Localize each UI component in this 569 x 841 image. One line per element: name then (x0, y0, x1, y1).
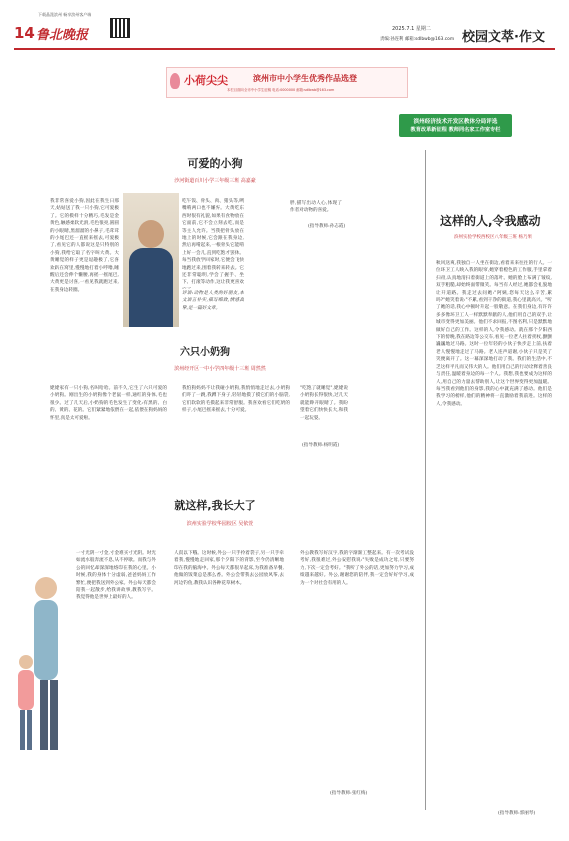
masthead-logo: 鲁北晚报 (36, 28, 89, 43)
sponsor-line-2: 教育改革新征程 教师同名家工作室专栏 (410, 127, 501, 133)
article-byline: 滨州经开区一中小学四年级十三班 周然然 (174, 366, 266, 372)
article-body: 一寸光阴一寸金,寸金难买寸光阴。时光如流水般奔流不息,从不停歇。而我与外公的回忆却深深地烙印在我的心里。小时候,我的身体十分虚弱,爸爸妈妈工作繁忙,便把我送到外公家。外公每天都会陪我一起散步,给我讲故事,教我写字。我觉得他是世界上最好的人。 (76, 551, 156, 601)
article-body: 我怕狗妈妈不让我碰小奶狗,我悄悄地走过去,小奶狗们吓了一跳,我蹲下身子,轻轻地摸了摸它们的小脑袋,它们软软的毛摸起来非常舒服。我喜欢看它们吃奶的样子,小尾巴摇来摇去,十分可爱。 (182, 386, 290, 414)
qr-code-icon[interactable] (110, 18, 130, 38)
banner-tag: 小荷尖尖 (184, 74, 228, 87)
page-header (0, 0, 569, 62)
student-photo (123, 193, 179, 327)
article-byline: 滨州实验学校西校区八年级三班 杨乃果 (454, 235, 532, 240)
header-date: 2025.7.1 星期二 (392, 26, 431, 32)
article-title: 可爱的小狗 (187, 157, 243, 170)
teacher-credit: (指导教师:杨明霞) (302, 443, 340, 448)
section-title: 校园文萃·作文 (462, 30, 545, 45)
article-review: 评语:动物是人类的好朋友,本文语言朴实,描写细致,情感真挚,是一篇好文章。 (182, 291, 244, 311)
article-byline: 滨州实验学校华园校区 吴依萱 (186, 521, 254, 527)
page-number: 14 (14, 24, 35, 42)
article-body: 秋风送爽,我独自一人坐在街边,看着来来往往的行人。一位环卫工人映入我的眼帘,她穿着橙色的工作服,手里拿着扫帚,认真地清扫着街道上的落叶。她的脸上布满了皱纹,双手粗糙,却始终面带微笑。每当有人经过,她都会礼貌地让开道路。我走过去问她:"阿姨,您每天这么辛苦,累吗?"她笑着说:"不累,看到干净的街道,我心里就高兴。"听了她的话,我心中顿时升起一股敬意。在我们身边,有许许多多像环卫工人一样默默奉献的人,他们用自己的双手,让城市变得更加美丽。他们不求回报,不图名利,只是默默地做好自己的工作。这样的人,令我感动。就在那个夕阳西下的傍晚,我在路边等公交车,看见一位老人拄着拐杖,颤颤巍巍地过马路。这时一位年轻的小伙子快步走上前,扶着老人慢慢地走过了马路。老人连声道谢,小伙子只是笑了笑便离开了。这一幕深深地打动了我。我们的生活中,不乏这样平凡而又伟大的人。他们用自己的行动诠释着善良与责任,温暖着身边的每一个人。我想,我也要成为这样的人,用自己的力量去帮助别人,让这个世界变得更加温暖。每当我看到他们的身影,我的心中就充满了感动。他们是我学习的榜样,他们的精神将一直激励着我前进。这样的人,令我感动。 (436, 261, 552, 407)
header-notes (38, 12, 91, 18)
sponsor-box (399, 114, 512, 137)
lotus-icon (170, 73, 180, 89)
header-note: 畅享滨州客户端 (63, 12, 92, 17)
header-note: 下载晶派滨州 (38, 12, 62, 17)
teacher-credit: (指导教师:张红梅) (330, 791, 368, 796)
article-body: 外公教我写好汉字,我的字渐渐工整起来。有一次考试没考好,我很难过,外公安慰我说:"失败是成功之母,只要努力,下次一定会考好。"我听了外公的话,更加努力学习,成绩越来越好。外公,谢谢您的陪伴,我一定会好好学习,成为一个对社会有用的人。 (300, 551, 414, 586)
teacher-credit: (指导教师:郭丽琴) (498, 811, 536, 816)
article-body: 胖,描写出动人心,体现了作者对动物的喜爱。 (290, 201, 342, 214)
photo-figure-body (129, 248, 173, 327)
photo-figure-head (138, 220, 164, 248)
banner-title: 滨州市中小学生优秀作品选登 (253, 74, 357, 83)
column-banner (166, 67, 408, 98)
article-body: 吃午饭、骨头、肉、猪头等,咧嘴啃两口也不嫌弃。大黄吃东西时很有礼貌,如果有食物放在它面前,它不会立刻去吃,而是等主人允许。当我把骨头放在地上的时候,它会跟在我身边,然后再啃起来,一根骨头它能啃上好一会儿,直到吃饱才罢休。每当我放学回家时,它便会飞快地跑过来,围着我转来转去。它还非常聪明,学会了握手、坐下、打滚等动作,这让我更喜欢 (182, 199, 244, 286)
column-divider (425, 150, 426, 810)
banner-subline: 本栏目面向全市中小学生征稿 电话:0000000 邮箱:sdlbwb@163.com (227, 88, 335, 92)
teacher-credit: (指导教师:孙志霞) (308, 224, 346, 229)
article-body: "吃饱了就睡觉",姥姥说小奶狗长得很快,过几天就能睁开眼睛了。我盼望着它们快快长大,和我一起玩耍。 (300, 386, 348, 421)
article-body: 人叔以下哦。这时候,外公一只手拎着袋子,另一只手牵着我,慢慢地走回家,那个夕阳下的背影,至今仍清晰地印在我的脑海中。外公每天都很早起床,为我准备早餐,他做的饭菜总是那么香。外公会带我去公园放风筝,去河边钓鱼,教我认识各种花草树木。 (174, 551, 284, 586)
article-body: 姥姥家有一只小狗,名叫哈哈。前不久,它生了六只可爱的小奶狗。刚出生的小奶狗像个老鼠一样,通红的身体,毛也很少。过了几天后,小奶狗的毛色发生了变化:有黑的、白的、黄的、花的。它们紧紧地依偎在一起,依偎在狗妈妈的怀里,真是太可爱啦。 (50, 386, 167, 421)
article-title: 六只小奶狗 (180, 347, 230, 358)
article-title: 就这样,我长大了 (174, 499, 256, 512)
header-rule (14, 48, 555, 50)
sponsor-line-1: 滨州经济技术开发区教体分局评选 (413, 119, 498, 125)
header-editor: 责编:孙连利 邮箱:sdlbwb@163.com (380, 37, 455, 42)
article-title: 这样的人,令我感动 (440, 214, 541, 228)
article-byline: 沙河街道百川小学三年级三班 高嘉豪 (174, 178, 256, 184)
article-body: 我非常喜爱小狗,因此在我生日那天,姑姑送了我一只小狗,它可爱极了。它的模样十分精巧,毛发是金黄色,触感柔软光滑,毛色很亮,圆圆的小眼睛,黑溜溜的小鼻子,毛茸茸的小尾巴还一直摇来摇去,可爱极了,看见它的人都说这是只特别的小狗,我给它取了名字叫大黄。大黄睡觉的样子更是逗趣极了,它喜欢趴在窝里,慢慢地打着小呼噜,睡醒后还会伸个懒腰,再摇一摇尾巴,大黄更是讨喜,一看见我就跑过来,在我身边转圈。 (50, 199, 119, 293)
